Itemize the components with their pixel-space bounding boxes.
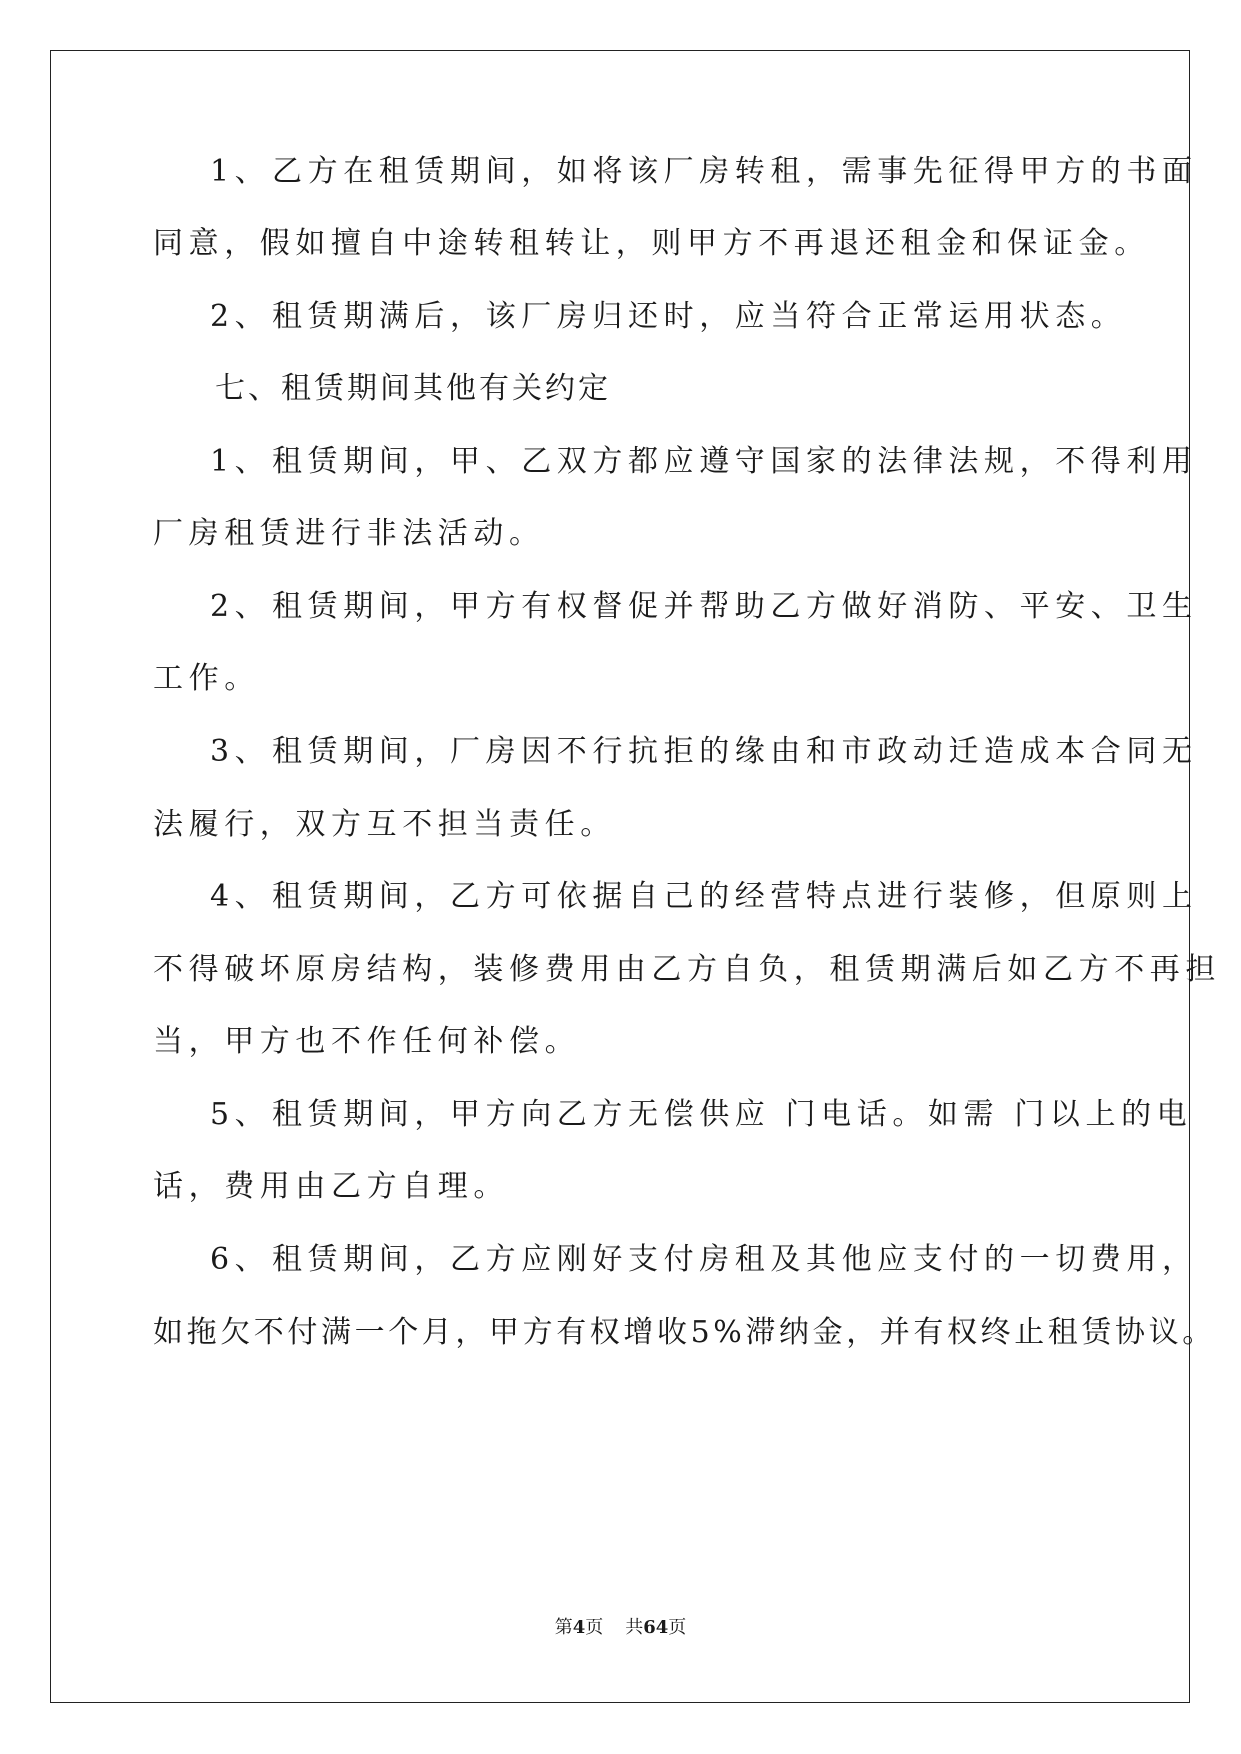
line-text: 租赁期间，甲方有权督促并帮助乙方做好消防、平安、卫生 — [272, 589, 1198, 624]
paragraph-line — [210, 297, 1126, 337]
item-number: 5、 — [210, 1097, 271, 1132]
item-number: 6、 — [210, 1242, 271, 1277]
item-number: 2、 — [210, 299, 271, 334]
line-text: 如拖欠不付满一个月，甲方有权增收5%滞纳金，并有权终止租赁协议。 — [153, 1315, 1216, 1350]
paragraph-line — [210, 1095, 1192, 1135]
line-text: 乙方在租赁期间，如将该厂房转租，需事先征得甲方的书面 — [272, 154, 1198, 189]
line-text: 租赁期间，甲、乙双方都应遵守国家的法律法规，不得利用 — [272, 444, 1198, 479]
paragraph-line — [153, 950, 1221, 990]
heading-text: 七、租赁期间其他有关约定 — [215, 371, 611, 406]
footer-prefix: 第 — [554, 1617, 573, 1638]
item-number: 2、 — [210, 589, 271, 624]
section-heading — [215, 369, 611, 409]
total-pages: 64 — [643, 1617, 669, 1638]
item-number: 4、 — [210, 879, 271, 914]
page-footer — [0, 1616, 1241, 1640]
line-text: 工作。 — [153, 661, 260, 696]
footer-total-prefix: 共 — [625, 1617, 644, 1638]
paragraph-line — [153, 805, 616, 845]
paragraph-line — [153, 1022, 580, 1062]
line-text: 法履行，双方互不担当责任。 — [153, 807, 616, 842]
paragraph-line — [210, 877, 1198, 917]
footer-page-suffix: 页 — [585, 1617, 604, 1638]
paragraph-line — [153, 1313, 1216, 1353]
item-number: 1、 — [210, 444, 271, 479]
line-text: 当，甲方也不作任何补偿。 — [153, 1024, 581, 1059]
paragraph-line — [210, 1240, 1198, 1280]
paragraph-line — [210, 587, 1198, 627]
paragraph-line — [210, 732, 1198, 772]
line-text: 租赁期间，甲方向乙方无偿供应 门电话。如需 门以上的电 — [272, 1097, 1193, 1132]
line-text: 厂房租赁进行非法活动。 — [153, 516, 545, 551]
item-number: 1、 — [210, 154, 271, 189]
line-text: 租赁期间，厂房因不行抗拒的缘由和市政动迁造成本合同无 — [272, 734, 1198, 769]
paragraph-line — [153, 514, 545, 554]
line-text: 话，费用由乙方自理。 — [153, 1169, 509, 1204]
paragraph-line — [153, 1167, 509, 1207]
paragraph-line — [210, 152, 1198, 192]
line-text: 租赁期间，乙方应刚好支付房租及其他应支付的一切费用， — [272, 1242, 1198, 1277]
paragraph-line — [210, 442, 1198, 482]
line-text: 同意，假如擅自中途转租转让，则甲方不再退还租金和保证金。 — [153, 226, 1150, 261]
page-number: 4 — [572, 1617, 586, 1638]
footer-total-suffix: 页 — [668, 1617, 687, 1638]
paragraph-line — [153, 659, 260, 699]
line-text: 租赁期间，乙方可依据自己的经营特点进行装修，但原则上 — [272, 879, 1198, 914]
line-text: 租赁期满后，该厂房归还时，应当符合正常运用状态。 — [272, 299, 1127, 334]
item-number: 3、 — [210, 734, 271, 769]
line-text: 不得破坏原房结构，装修费用由乙方自负，租赁期满后如乙方不再担 — [153, 952, 1221, 987]
paragraph-line — [153, 224, 1150, 264]
